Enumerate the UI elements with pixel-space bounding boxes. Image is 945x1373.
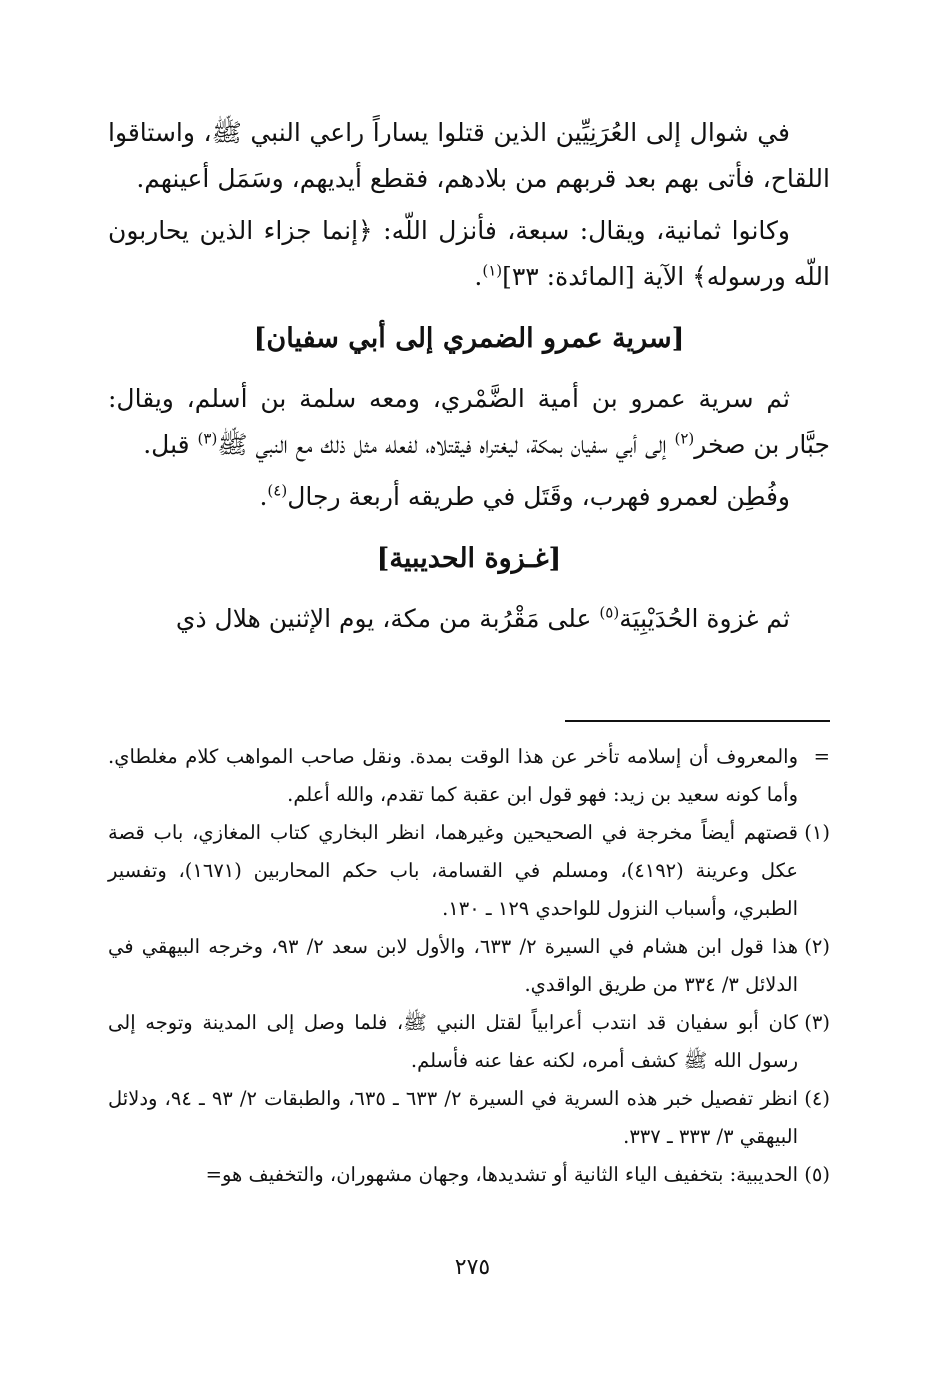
footnote-1 <box>108 814 830 928</box>
paragraph-4 <box>108 474 830 520</box>
footnote-text: قصتهم أيضاً مخرجة في الصحيحين وغيرهما، انظر البخاري كتاب المغازي، باب قصة عكل وعرينة (٤١٩٢)، ومسلم في القسامة، باب حكم المحاربين (١٦٧١)، وتفسير الطبري، وأسباب النزول للواحدي ١٢٩ ـ ١٣٠. <box>108 821 798 920</box>
paragraph-2 <box>108 208 830 300</box>
page-number: ٢٧٥ <box>454 1255 491 1280</box>
footnote-marker: (١) <box>804 821 830 844</box>
footnotes <box>108 738 830 1194</box>
paragraph-2-text: وكانوا ثمانية، ويقال: سبعة، فأنزل اللّه: ﴿إنما جزاء الذين يحاربون اللّه ورسوله﴾ الآية [المائدة: ٣٣] <box>108 216 830 291</box>
footnote-ref-5: (٥) <box>599 603 620 622</box>
footnote-marker: = <box>813 745 830 768</box>
footnote-text: هذا قول ابن هشام في السيرة ٢/ ٦٣٣، والأول لابن سعد ٢/ ٩٣، وخرجه البيهقي في الدلائل ٣/ ٣٣٤ من طريق الواقدي. <box>108 935 798 996</box>
footnote-marker: (٥) <box>804 1163 830 1186</box>
footnote-text: انظر تفصيل خبر هذه السرية في السيرة ٢/ ٦٣٣ ـ ٦٣٥، والطبقات ٢/ ٩٣ ـ ٩٤، ودلائل البيهقي ٣/ ٣٣٣ ـ ٣٣٧. <box>108 1087 798 1148</box>
paragraph-4-text: وفُطِن لعمرو فهرب، وقَتَل في طريقه أربعة رجال <box>287 482 790 511</box>
footnote-marker: (٤) <box>804 1087 830 1110</box>
footnote-2 <box>108 928 830 1004</box>
footnote-text: كان أبو سفيان قد انتدب أعرابياً لقتل النبي ﷺ، فلما وصل إلى المدينة وتوجه إلى رسول الله ﷺ كشف أمره، لكنه عفا عنه فأسلم. <box>108 1011 798 1072</box>
paragraph-3-text-a: ثم سرية عمرو بن أمية الضَّمْري، ومعه سلمة بن أسلم، ويقال: جبَّار بن صخر <box>108 384 830 459</box>
paragraph-3-text-b: إلى أبي سفيان بمكة، ليغتراه فيقتلاه، لفعله مثل ذلك مع النبي ﷺ <box>217 430 675 459</box>
section-heading-1: [سرية عمرو الضمري إلى أبي سفيان] <box>253 323 685 354</box>
paragraph-2-end: . <box>474 262 483 291</box>
footnote-separator <box>565 720 830 722</box>
paragraph-1: في شوال إلى العُرَنِيِّين الذين قتلوا يساراً راعي النبي ﷺ، واستاقوا اللقاح، فأتى بهم بعد قربهم من بلادهم، فقطع أيديهم، وسَمَل أعينهم. <box>108 118 830 193</box>
footnote-text: الحديبية: بتخفيف الياء الثانية أو تشديدها، وجهان مشهوران، والتخفيف هو= <box>205 1163 798 1186</box>
footnote-5 <box>108 1156 830 1194</box>
paragraph-4-end: . <box>259 482 268 511</box>
footnote-ref-3: (٣) <box>197 429 218 448</box>
footnote-ref-2: (٢) <box>674 429 695 448</box>
footnote-ref-1: (١) <box>482 261 503 280</box>
paragraph-5-text-b: على مَقْرُبة من مكة، يوم الإثنين هلال ذي <box>175 604 600 633</box>
footnote-marker: (٢) <box>804 935 830 958</box>
footnote-ref-4: (٤) <box>267 481 288 500</box>
paragraph-5-text-a: ثم غزوة الحُدَيْبِيَة <box>619 604 790 633</box>
paragraph-3 <box>108 376 830 468</box>
section-heading-2: [غـزوة الحديبية] <box>376 543 562 574</box>
paragraph-3-text-c: قبل. <box>143 430 198 459</box>
main-text <box>108 110 830 648</box>
footnote-text: والمعروف أن إسلامه تأخر عن هذا الوقت بمدة. ونقل صاحب المواهب كلام مغلطاي. وأما كونه سعيد بن زيد: فهو قول ابن عقبة كما تقدم، والله أعلم. <box>108 745 798 806</box>
footnote-4 <box>108 1080 830 1156</box>
footnote-continued <box>108 738 830 814</box>
footnote-3 <box>108 1004 830 1080</box>
paragraph-5 <box>108 596 830 642</box>
footnote-marker: (٣) <box>804 1011 830 1034</box>
